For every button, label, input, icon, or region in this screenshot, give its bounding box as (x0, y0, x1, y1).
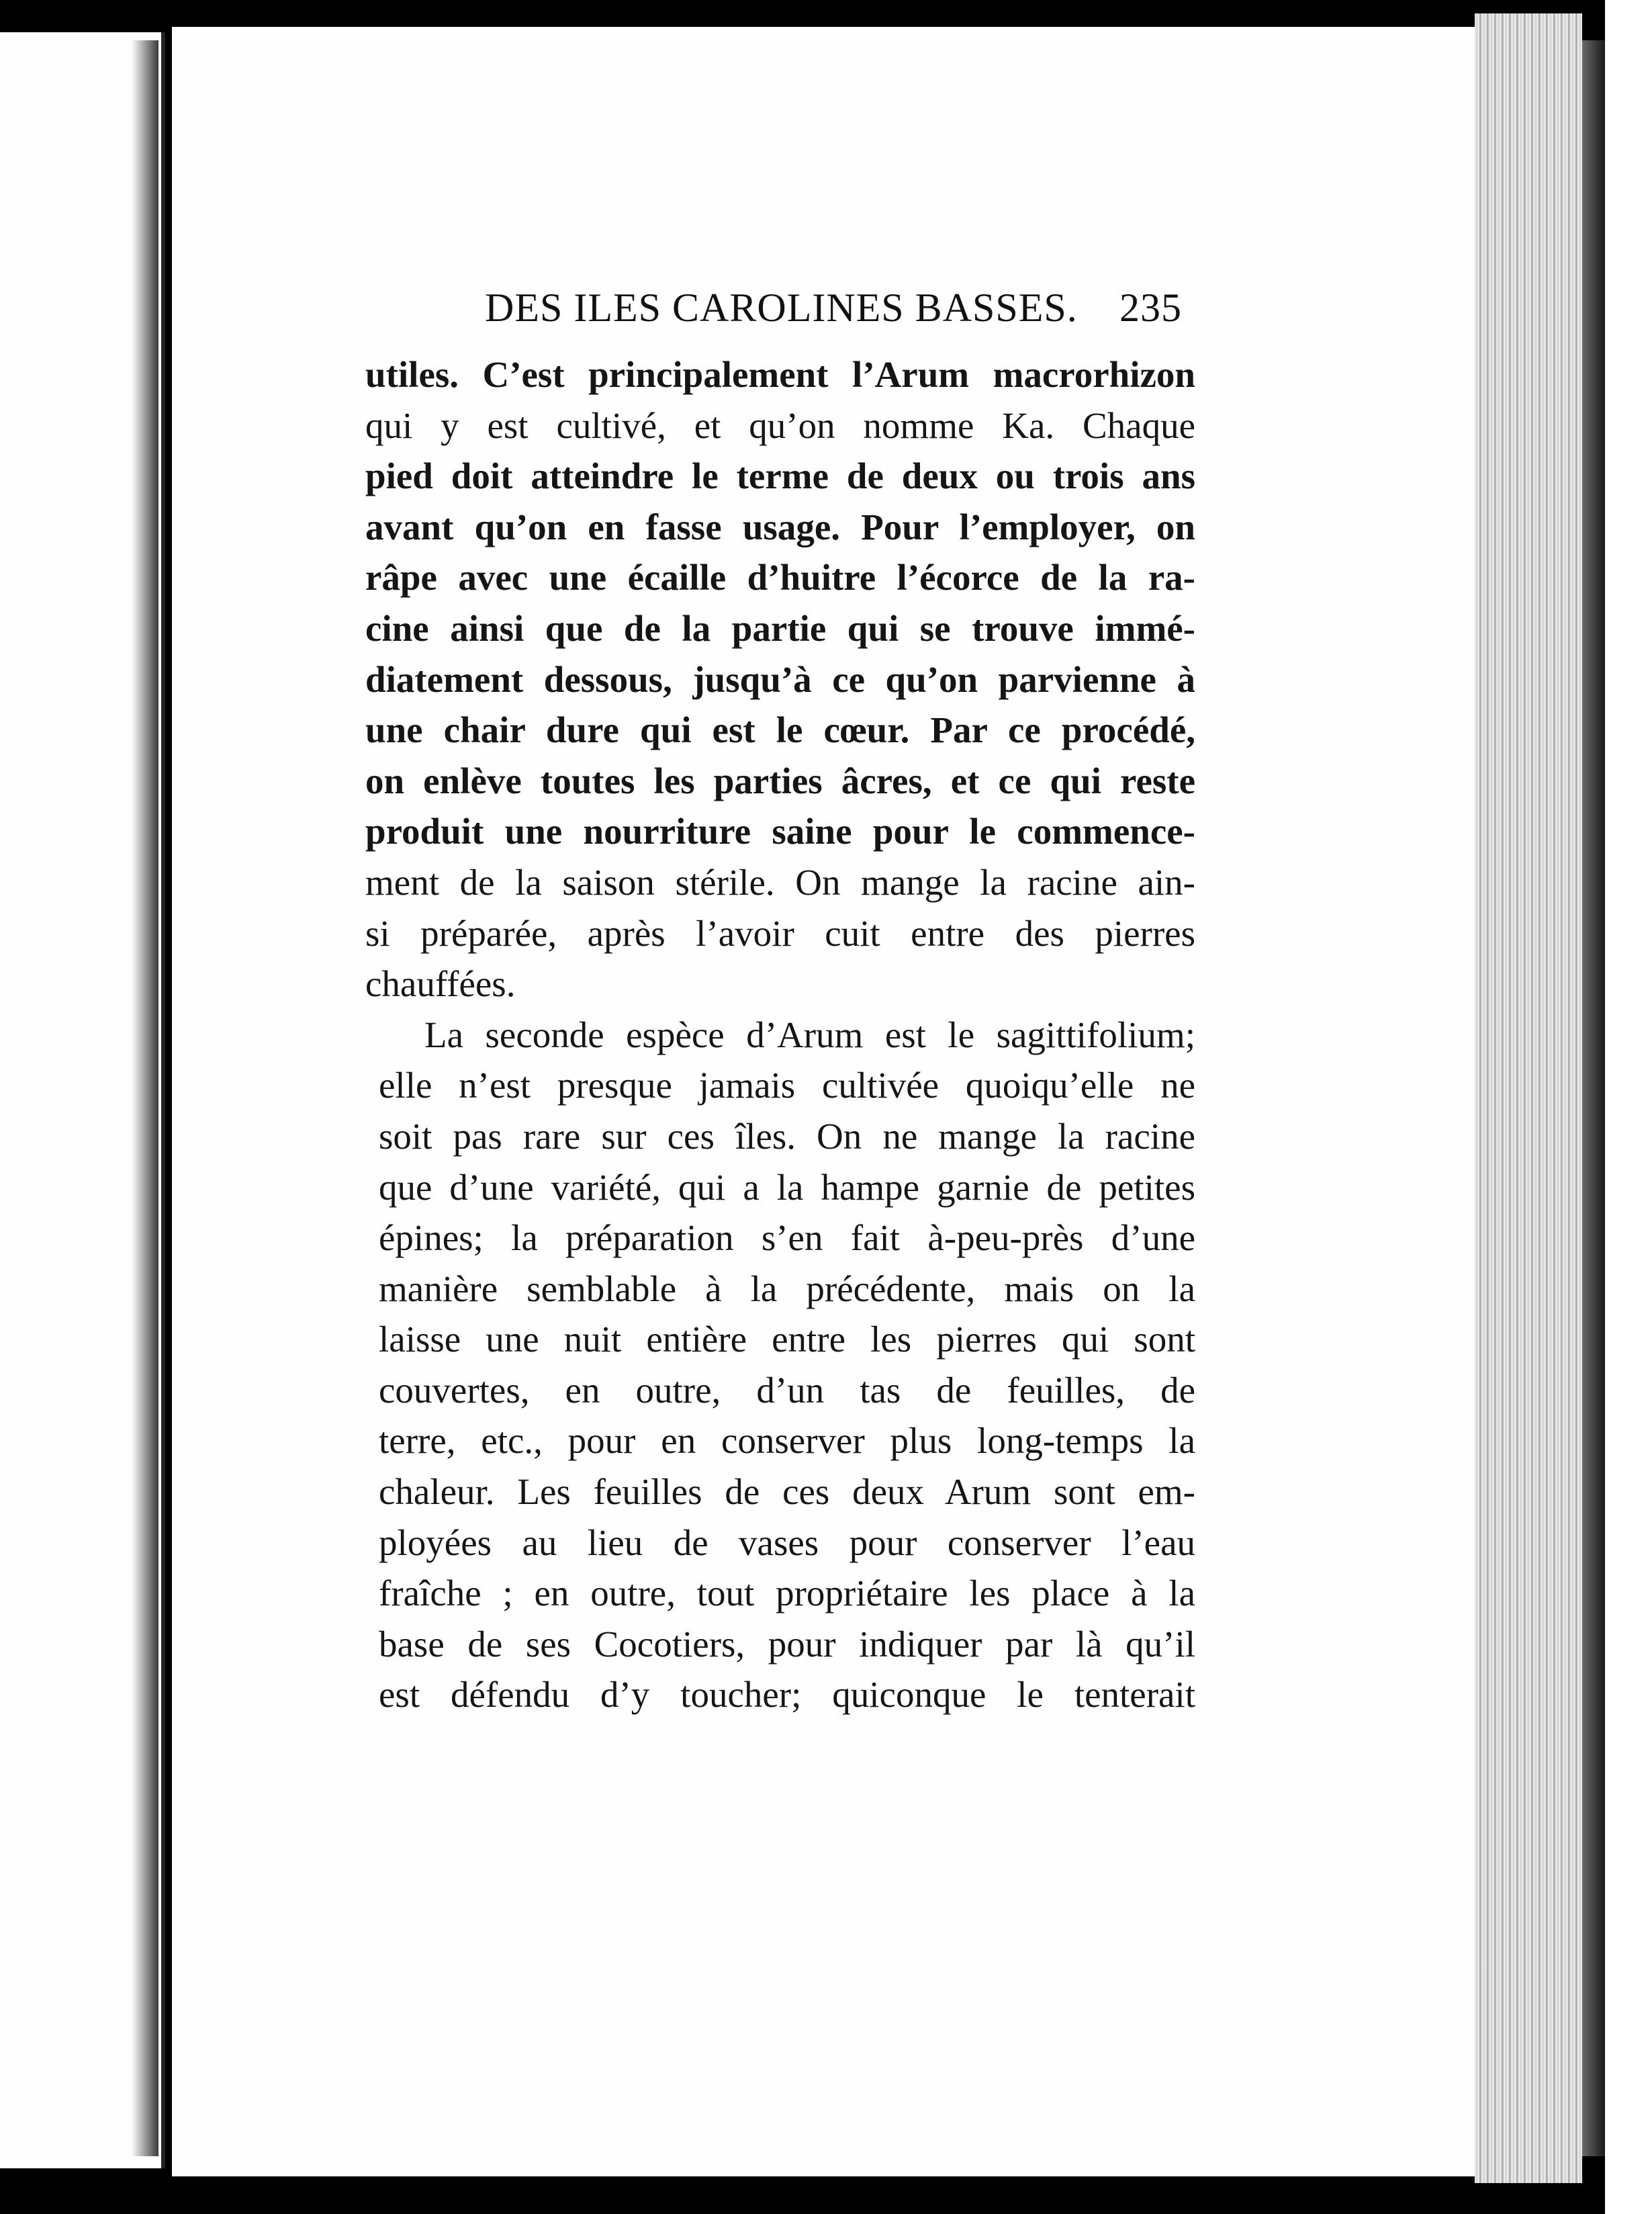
text-line: est défendu d’y toucher; quiconque le tenterait (379, 1674, 1195, 1716)
text-line: soit pas rare sur ces îles. On ne mange la racine (379, 1115, 1195, 1157)
text-line: ment de la saison stérile. On mange la racine ain- (365, 861, 1195, 903)
page-header (485, 285, 1182, 339)
text-line: chauffées. (365, 963, 516, 1005)
binding-shadow (132, 40, 158, 2156)
text-line: pied doit atteindre le terme de deux ou trois ans (365, 455, 1195, 497)
text-line: râpe avec une écaille d’huitre l’écorce de la ra- (365, 557, 1195, 599)
text-line: on enlève toutes les parties âcres, et ce qui reste (365, 760, 1195, 801)
text-line: laisse une nuit entière entre les pierres qui sont (379, 1319, 1195, 1360)
text-line: produit une nourriture saine pour le commence- (365, 811, 1195, 852)
scan-margin (1605, 0, 1652, 2214)
text-line: avant qu’on en fasse usage. Pour l’employer, on (365, 506, 1195, 547)
paragraph-2 (365, 1010, 1195, 1720)
text-line: base de ses Cocotiers, pour indiquer par là qu’il (379, 1623, 1195, 1665)
text-line: fraîche ; en outre, tout propriétaire les place à la (379, 1573, 1195, 1614)
text-line: épines; la préparation s’en fait à-peu-près d’une (379, 1217, 1195, 1259)
text-line: elle n’est presque jamais cultivée quoiqu’elle ne (379, 1065, 1195, 1106)
page-number: 235 (1119, 285, 1182, 330)
body-text (365, 349, 1195, 1720)
text-line: si préparée, après l’avoir cuit entre des pierres (365, 912, 1195, 954)
text-line: terre, etc., pour en conserver plus long-temps la (379, 1420, 1195, 1462)
paragraph-1 (365, 349, 1195, 1010)
text-line: La seconde espèce d’Arum est le sagittifolium; (424, 1014, 1195, 1055)
page-stack-edges (1475, 13, 1582, 2183)
text-line: utiles. C’est principalement l’Arum macrorhizon (365, 354, 1195, 395)
text-line: chaleur. Les feuilles de ces deux Arum sont em- (379, 1471, 1195, 1513)
text-line: couvertes, en outre, d’un tas de feuilles, de (379, 1369, 1195, 1411)
text-line: manière semblable à la précédente, mais on la (379, 1268, 1195, 1309)
text-line: que d’une variété, qui a la hampe garnie de petites (379, 1166, 1195, 1208)
running-title: DES ILES CAROLINES BASSES. (485, 285, 1078, 330)
text-line: ployées au lieu de vases pour conserver l’eau (379, 1521, 1195, 1563)
text-line: cine ainsi que de la partie qui se trouve immé- (365, 607, 1195, 649)
text-line: diatement dessous, jusqu’à ce qu’on parvienne à (365, 658, 1195, 700)
text-line: une chair dure qui est le cœur. Par ce procédé, (365, 709, 1195, 751)
text-line: qui y est cultivé, et qu’on nomme Ka. Chaque (365, 404, 1195, 446)
page-stack-shadow (1582, 40, 1605, 2156)
